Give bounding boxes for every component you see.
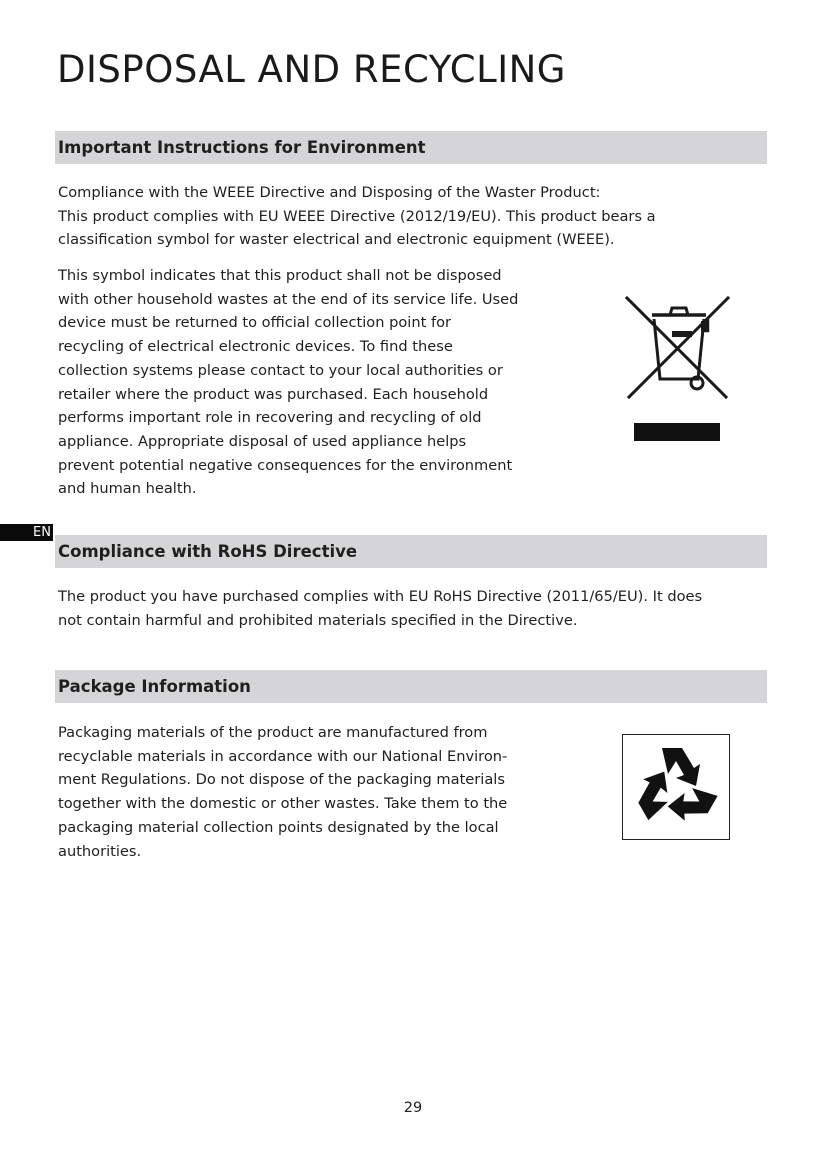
text-line: recyclable materials in accordance with our National Environ- bbox=[58, 747, 508, 765]
section-heading-environment: Important Instructions for Environment bbox=[55, 131, 767, 164]
text-line: The product you have purchased complies with EU RoHS Directive (2011/65/EU). It does bbox=[58, 588, 703, 605]
text-line: performs important role in recovering and recycling of old bbox=[58, 409, 482, 427]
text-line: and human health. bbox=[58, 480, 197, 498]
rohs-paragraph bbox=[58, 585, 702, 632]
language-tab: EN bbox=[0, 524, 53, 541]
text-line: packaging material collection points designated by the local bbox=[58, 818, 499, 836]
text-line: with other household wastes at the end of its service life. Used bbox=[58, 290, 519, 308]
recycling-arrows-icon bbox=[623, 735, 729, 839]
text-line: Packaging materials of the product are manufactured from bbox=[58, 724, 488, 741]
text-line: ment Regulations. Do not dispose of the packaging materials bbox=[58, 771, 505, 789]
text-line: This product complies with EU WEEE Directive (2012/19/EU). This product bears a bbox=[58, 207, 656, 225]
recycle-symbol-box bbox=[622, 734, 730, 840]
text-line: retailer where the product was purchased. Each household bbox=[58, 385, 489, 403]
text-line: classification symbol for waster electrical and electronic equipment (WEEE). bbox=[58, 231, 615, 249]
text-line: appliance. Appropriate disposal of used appliance helps bbox=[58, 432, 467, 450]
section-heading-package: Package Information bbox=[55, 670, 767, 703]
page-title: DISPOSAL AND RECYCLING bbox=[57, 48, 566, 91]
package-paragraph bbox=[58, 721, 507, 863]
weee-body-paragraph bbox=[58, 264, 518, 501]
text-line: collection systems please contact to your local authorities or bbox=[58, 361, 503, 379]
page-number: 29 bbox=[403, 1100, 423, 1116]
text-line: Compliance with the WEEE Directive and Disposing of the Waster Product: bbox=[58, 184, 601, 201]
text-line: recycling of electrical electronic devices. To find these bbox=[58, 338, 453, 356]
section-heading-rohs: Compliance with RoHS Directive bbox=[55, 535, 767, 568]
crossed-out-wheelie-bin-icon bbox=[622, 293, 734, 447]
text-line: This symbol indicates that this product shall not be disposed bbox=[58, 267, 502, 284]
weee-intro-paragraph bbox=[58, 181, 656, 252]
text-line: together with the domestic or other wastes. Take them to the bbox=[58, 795, 508, 813]
text-line: not contain harmful and prohibited materials specified in the Directive. bbox=[58, 611, 578, 629]
text-line: device must be returned to official collection point for bbox=[58, 314, 452, 332]
text-line: prevent potential negative consequences for the environment bbox=[58, 456, 513, 474]
text-line: authorities. bbox=[58, 842, 142, 860]
